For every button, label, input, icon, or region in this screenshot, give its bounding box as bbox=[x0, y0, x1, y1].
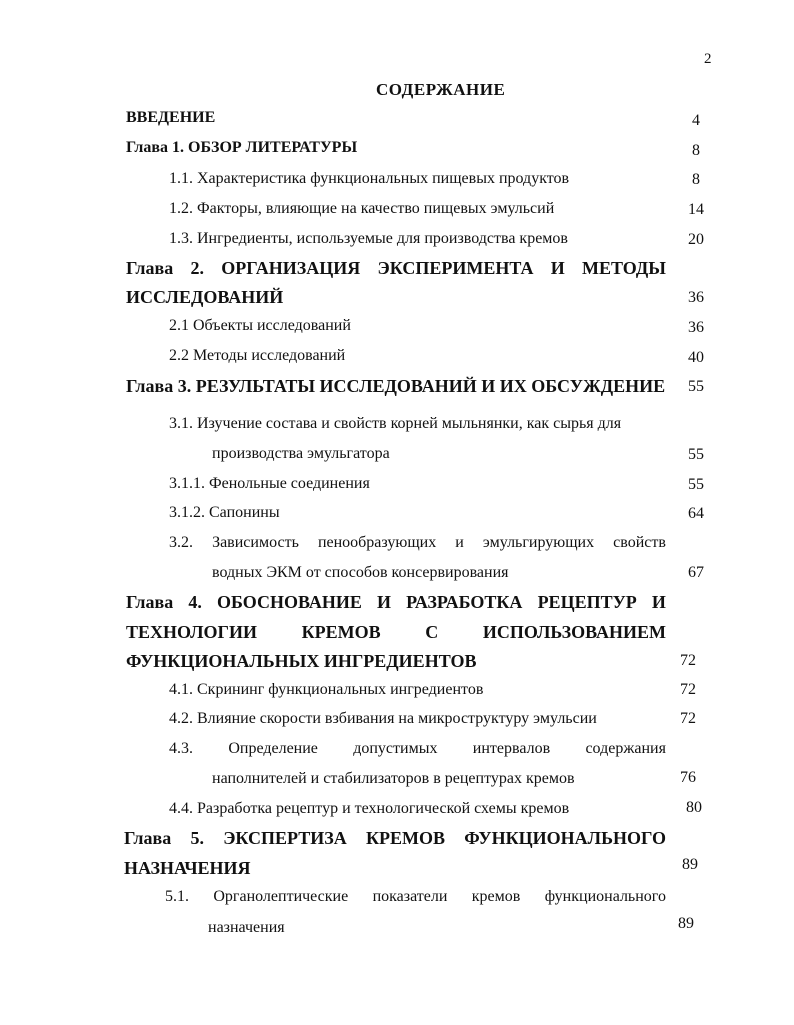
toc-entry-page: 76 bbox=[680, 769, 696, 786]
toc-word: допустимых bbox=[353, 740, 438, 757]
toc-word: свойств bbox=[613, 534, 666, 551]
toc-word: Глава bbox=[126, 592, 174, 612]
toc-entry-page: 67 bbox=[688, 564, 704, 581]
toc-word: 5. bbox=[190, 828, 204, 848]
page-title: СОДЕРЖАНИЕ bbox=[376, 80, 506, 99]
toc-entry-page: 72 bbox=[680, 681, 696, 698]
toc-word: 3.2. bbox=[169, 534, 193, 551]
toc-entry-title bbox=[169, 535, 666, 551]
toc-entry-title-cont: ИССЛЕДОВАНИЙ bbox=[126, 287, 284, 307]
toc-word: И bbox=[377, 592, 392, 612]
toc-entry-page: 8 bbox=[692, 142, 700, 159]
toc-entry-page: 14 bbox=[688, 201, 704, 218]
toc-word: кремов bbox=[471, 888, 521, 905]
toc-entry-title: 2.2 Методы исследований bbox=[169, 347, 346, 364]
toc-entry-title-cont bbox=[126, 623, 666, 641]
toc-entry-title: 2.1 Объекты исследований bbox=[169, 317, 351, 334]
toc-entry-title-cont: ФУНКЦИОНАЛЬНЫХ ИНГРЕДИЕНТОВ bbox=[126, 651, 477, 671]
toc-entry-title: 1.3. Ингредиенты, используемые для производства кремов bbox=[169, 230, 568, 247]
toc-word: пенообразующих bbox=[317, 534, 437, 551]
toc-word: КРЕМОВ bbox=[366, 828, 446, 848]
toc-word: эмульгирующих bbox=[482, 534, 595, 551]
toc-word: ОБОСНОВАНИЕ bbox=[217, 592, 362, 612]
toc-word: Определение bbox=[228, 740, 318, 757]
toc-entry-page: 89 bbox=[678, 915, 694, 932]
toc-word: ФУНКЦИОНАЛЬНОГО bbox=[464, 828, 666, 848]
toc-entry-title bbox=[165, 889, 666, 905]
toc-entry-title: ВВЕДЕНИЕ bbox=[126, 109, 216, 126]
toc-word: 4.3. bbox=[169, 740, 193, 757]
toc-entry-page: 55 bbox=[688, 446, 704, 463]
toc-entry-page: 40 bbox=[688, 349, 704, 366]
toc-word: С bbox=[425, 622, 439, 642]
toc-entry-title-cont: водных ЭКМ от способов консервирования bbox=[212, 564, 509, 581]
toc-entry-title bbox=[126, 593, 666, 611]
page-number: 2 bbox=[704, 51, 712, 67]
toc-entry-title: 1.2. Факторы, влияющие на качество пищевых эмульсий bbox=[169, 200, 555, 217]
toc-entry-title bbox=[126, 259, 666, 277]
toc-entry-page: 36 bbox=[688, 319, 704, 336]
toc-word: Глава bbox=[126, 258, 174, 278]
toc-word: ОРГАНИЗАЦИЯ bbox=[221, 258, 361, 278]
toc-word: и bbox=[455, 534, 464, 551]
toc-entry-page: 8 bbox=[692, 171, 700, 188]
toc-word: КРЕМОВ bbox=[301, 622, 381, 642]
toc-word: ТЕХНОЛОГИИ bbox=[126, 622, 257, 642]
toc-word: МЕТОДЫ bbox=[582, 258, 666, 278]
toc-word: 2. bbox=[190, 258, 205, 278]
toc-word: Органолептические bbox=[213, 888, 349, 905]
toc-entry-title: Глава 1. ОБЗОР ЛИТЕРАТУРЫ bbox=[126, 139, 358, 156]
toc-entry-page: 4 bbox=[692, 112, 700, 129]
toc-word: 5.1. bbox=[165, 888, 189, 905]
toc-entry-title-cont: назначения bbox=[208, 919, 285, 936]
toc-entry-page: 64 bbox=[688, 505, 704, 522]
toc-word: ЭКСПЕРИМЕНТА bbox=[377, 258, 534, 278]
toc-word: И bbox=[550, 258, 565, 278]
toc-word: РЕЦЕПТУР bbox=[537, 592, 637, 612]
toc-word: функционального bbox=[544, 888, 666, 905]
toc-entry-page: 89 bbox=[682, 856, 698, 873]
toc-entry-title bbox=[169, 741, 666, 757]
toc-entry-title bbox=[124, 829, 666, 847]
toc-entry-title-cont: НАЗНАЧЕНИЯ bbox=[124, 858, 251, 878]
toc-word: содержания bbox=[585, 740, 666, 757]
toc-entry-page: 55 bbox=[688, 378, 704, 395]
toc-entry-title: 4.4. Разработка рецептур и технологической схемы кремов bbox=[169, 800, 570, 817]
toc-entry-page: 36 bbox=[688, 289, 704, 306]
toc-word: интервалов bbox=[472, 740, 551, 757]
toc-word: 4. bbox=[188, 592, 202, 612]
toc-entry-page: 80 bbox=[686, 799, 702, 816]
toc-entry-title: 3.1.2. Сапонины bbox=[169, 504, 280, 521]
toc-entry-page: 72 bbox=[680, 710, 696, 727]
toc-entry-page: 55 bbox=[688, 476, 704, 493]
toc-entry-page: 20 bbox=[688, 231, 704, 248]
toc-entry-title: 4.1. Скрининг функциональных ингредиентов bbox=[169, 681, 484, 698]
toc-entry-title: Глава 3. РЕЗУЛЬТАТЫ ИССЛЕДОВАНИЙ И ИХ ОБСУЖДЕНИЕ bbox=[126, 376, 666, 396]
toc-entry-page: 72 bbox=[680, 652, 696, 669]
toc-word: И bbox=[651, 592, 666, 612]
toc-word: Зависимость bbox=[212, 534, 299, 551]
toc-word: Глава bbox=[124, 828, 172, 848]
toc-word: ЭКСПЕРТИЗА bbox=[223, 828, 347, 848]
toc-entry-title-cont: наполнителей и стабилизаторов в рецептурах кремов bbox=[212, 770, 575, 787]
toc-entry-title: 3.1. Изучение состава и свойств корней мыльнянки, как сырья для bbox=[169, 415, 622, 432]
toc-entry-title: 4.2. Влияние скорости взбивания на микроструктуру эмульсии bbox=[169, 710, 597, 727]
toc-word: РАЗРАБОТКА bbox=[406, 592, 523, 612]
toc-word: показатели bbox=[372, 888, 448, 905]
toc-entry-title: 3.1.1. Фенольные соединения bbox=[169, 475, 370, 492]
toc-word: ИСПОЛЬЗОВАНИЕМ bbox=[482, 622, 666, 642]
toc-entry-title: 1.1. Характеристика функциональных пищевых продуктов bbox=[169, 170, 570, 187]
toc-entry-title-cont: производства эмульгатора bbox=[212, 445, 390, 462]
